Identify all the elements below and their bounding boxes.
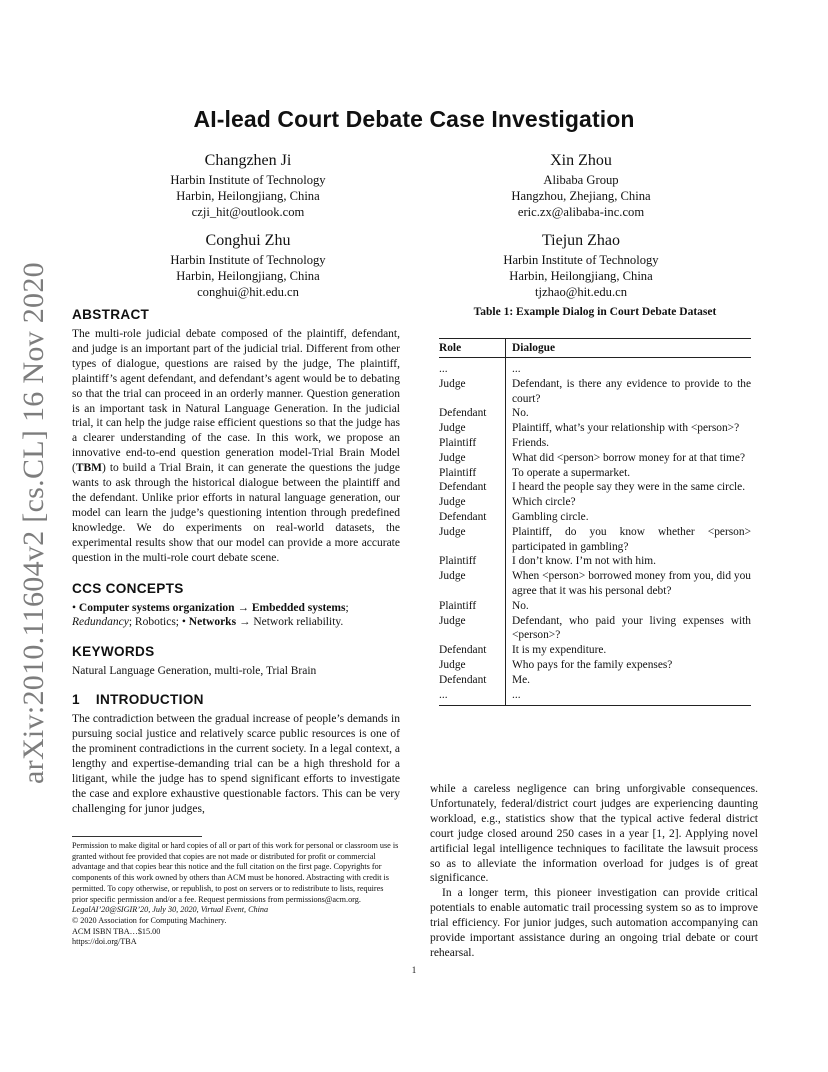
author-location: Harbin, Heilongjiang, China — [176, 189, 320, 204]
venue: LegalAI’20@SIGIR’20, July 30, 2020, Virtual Event, China — [72, 905, 269, 915]
ccs-heading: CCS CONCEPTS — [72, 580, 184, 596]
dialog-table — [439, 338, 751, 706]
table-row — [439, 688, 751, 706]
left-column — [72, 307, 400, 817]
author-block-2 — [451, 151, 711, 221]
table-cell-role: Plaintiff — [439, 436, 477, 449]
table-row — [439, 495, 751, 510]
table-row — [439, 466, 751, 481]
table-cell-role: Judge — [439, 570, 466, 583]
table-cell-role: Judge — [439, 422, 466, 435]
table-cell-role: Plaintiff — [439, 599, 477, 612]
table-cell-dialogue: Defendant, is there any evidence to provide to the court? — [506, 377, 752, 407]
table-row — [439, 569, 751, 599]
table-cell-dialogue: No. — [506, 406, 752, 421]
table-cell-role: Defendant — [439, 407, 487, 420]
table-cell-role: Judge — [439, 658, 466, 671]
table-cell-role: Defendant — [439, 481, 487, 494]
author-block-4 — [451, 231, 711, 301]
abstract-heading: ABSTRACT — [72, 307, 150, 322]
table-cell-dialogue: ... — [506, 688, 752, 706]
table-cell-dialogue: To operate a supermarket. — [506, 466, 752, 481]
table-cell-dialogue: No. — [506, 599, 752, 614]
author-name: Changzhen Ji — [204, 152, 292, 169]
table-cell-dialogue: I heard the people say they were in the same circle. — [506, 480, 752, 495]
author-affiliation: Harbin Institute of Technology — [170, 173, 326, 187]
author-name: Tiejun Zhao — [541, 232, 621, 249]
author-affiliation: Alibaba Group — [543, 173, 619, 187]
table-row — [439, 358, 751, 377]
author-email: conghui@hit.edu.cn — [197, 285, 299, 300]
table-cell-role: Judge — [439, 496, 466, 509]
table-cell-dialogue: Who pays for the family expenses? — [506, 658, 752, 673]
author-email: czji_hit@outlook.com — [191, 205, 305, 220]
keywords-text: Natural Language Generation, multi-role, Trial Brain — [72, 665, 317, 678]
table-body — [439, 358, 751, 706]
table-cell-dialogue: Friends. — [506, 436, 752, 451]
table-cell-dialogue: It is my expenditure. — [506, 643, 752, 658]
isbn: ACM ISBN TBA…$15.00 — [72, 926, 161, 936]
author-name: Xin Zhou — [550, 152, 612, 169]
author-location: Hangzhou, Zhejiang, China — [511, 189, 651, 204]
table-header-dialogue: Dialogue — [506, 339, 752, 358]
footnote-rule — [72, 836, 202, 837]
table-row — [439, 599, 751, 614]
table-row — [439, 673, 751, 688]
ccs-text: • Computer systems organization → Embedded systems; Redundancy; Robotics; • Networks → Network reliability. — [72, 601, 349, 629]
table-cell-dialogue: Which circle? — [506, 495, 752, 510]
table-cell-dialogue: Plaintiff, what’s your relationship with <person>? — [506, 421, 752, 436]
table-row — [439, 436, 751, 451]
table-cell-dialogue: Plaintiff, do you know whether <person> participated in gambling? — [506, 525, 752, 555]
table-row — [439, 451, 751, 466]
author-email: eric.zx@alibaba-inc.com — [517, 205, 645, 220]
author-block-3 — [118, 231, 378, 301]
table-cell-role: ... — [439, 688, 448, 701]
permission-notice: Permission to make digital or hard copies of all or part of this work for personal or classroom use is granted without fee provided that copies are not made or distributed for profit or commercial advantage and that copies bear this notice and the full citation on the first page. Copyrights for components of this work owned by others than ACM must be honored. Abstracting with credit is permitted. To copy otherwise, or republish, to post on servers or to redistribute to lists, requires prior specific permission and/or a fee. Request permissions from permissions@acm.org. — [72, 841, 399, 904]
table-cell-dialogue: Defendant, who paid your living expenses with <person>? — [506, 614, 752, 644]
table-row — [439, 658, 751, 673]
author-affiliation: Harbin Institute of Technology — [503, 253, 659, 267]
table-cell-role: Defendant — [439, 644, 487, 657]
table-cell-role: Defendant — [439, 673, 487, 686]
copyright: © 2020 Association for Computing Machinery. — [72, 915, 227, 925]
doi-link[interactable]: https://doi.org/TBA — [72, 937, 137, 947]
arxiv-sidebar — [17, 262, 51, 784]
table-cell-role: Defendant — [439, 510, 487, 523]
table-row — [439, 406, 751, 421]
footnote — [72, 836, 400, 948]
tbm-acronym: TBM — [75, 462, 103, 475]
table-cell-dialogue: When <person> borrowed money from you, did you agree that it was his personal debt? — [506, 569, 752, 599]
table-row — [439, 554, 751, 569]
table-cell-dialogue: I don’t know. I’m not with him. — [506, 554, 752, 569]
abstract-text: The multi-role judicial debate composed of the plaintiff, defendant, and judge is an important part of the judicial trial. Different from other types of dialogue, questions are raised by the judge, The plaintiff, plaintiff’s agent defendant, and defendant’s agent would be to debating so that the trial can proceed in an orderly manner. Question generation is an important task in Natural Language Generation. In the judicial trial, it can help the judge raise efficient questions so that the judge has a clearer understanding of the case. In this work, we propose an innovative end-to-end question generation model-Trial Brain Model (TBM) to build a Trial Brain, it can generate the questions the judge wants to ask through the historical dialogue between the plaintiff and the defendant. Unlike prior efforts in natural language generation, our model can learn the judge’s questioning intention through predefined knowledge. We do experiments on real-world datasets, the experimental results show that our model can provide a more accurate question in the multi-role court debate scene. — [72, 328, 400, 564]
intro-text-right-p2: In a longer term, this pioneer investigation can provide critical potentials to enable automatic trail processing system so as to improve trial efficiency. For junior judges, such automation accompanying can provide important assistance during an ongoing trial debate or court rehearsal. — [430, 887, 758, 959]
table-row — [439, 525, 751, 555]
table-header-role: Role — [439, 339, 506, 358]
author-name: Conghui Zhu — [205, 232, 291, 249]
keywords-heading: KEYWORDS — [72, 644, 155, 660]
table-row — [439, 377, 751, 407]
table-row — [439, 480, 751, 495]
author-block-1 — [118, 151, 378, 221]
page-number: 1 — [411, 965, 417, 975]
table-row — [439, 614, 751, 644]
table-cell-role: Plaintiff — [439, 466, 477, 479]
table-row — [439, 421, 751, 436]
author-affiliation: Harbin Institute of Technology — [170, 253, 326, 267]
right-column-text — [430, 782, 758, 961]
intro-text-right-p1: while a careless negligence can bring unforgivable consequences. Unfortunately, federal/district court judges are experiencing daunting workload, e.g., statistics show that the typical active federal district court judge closed around 250 cases in a year [1, 2]. Applying novel artificial legal intelligence techniques to facilitate the lawsuit process so as to alleviate the information overload for judges is of great significance. — [430, 783, 758, 885]
table-cell-dialogue: ... — [506, 358, 752, 377]
intro-text-left: The contradiction between the gradual increase of people’s demands in pursuing social justice and relatively scarce public resources is one of the prominent contradictions in the current society. In a legal context, a lengthy and expertise-demanding trial can be a high threshold for a litigant, while the judge has to spend significant efforts to investigate the case and explore exhaustive questionable factors. This can be very challenging for junor judges, — [72, 713, 400, 815]
author-email: tjzhao@hit.edu.cn — [534, 285, 628, 300]
table-cell-dialogue: Gambling circle. — [506, 510, 752, 525]
table-cell-role: Plaintiff — [439, 555, 477, 568]
author-location: Harbin, Heilongjiang, China — [509, 269, 653, 284]
table-row — [439, 643, 751, 658]
intro-heading: 1 INTRODUCTION — [72, 692, 204, 708]
paper-title: AI-lead Court Debate Case Investigation — [193, 106, 635, 132]
table-row — [439, 510, 751, 525]
arxiv-identifier: arXiv:2010.11604v2 [cs.CL] 16 Nov 2020 — [17, 262, 50, 784]
table-cell-role: Judge — [439, 614, 466, 627]
table-cell-role: ... — [439, 363, 448, 375]
author-location: Harbin, Heilongjiang, China — [176, 269, 320, 284]
table-caption: Table 1: Example Dialog in Court Debate Dataset — [473, 306, 717, 318]
table-cell-role: Judge — [439, 451, 466, 464]
table-cell-role: Judge — [439, 377, 466, 390]
table-cell-dialogue: Me. — [506, 673, 752, 688]
table-cell-dialogue: What did <person> borrow money for at that time? — [506, 451, 752, 466]
table-cell-role: Judge — [439, 525, 466, 538]
table-container — [432, 306, 758, 706]
